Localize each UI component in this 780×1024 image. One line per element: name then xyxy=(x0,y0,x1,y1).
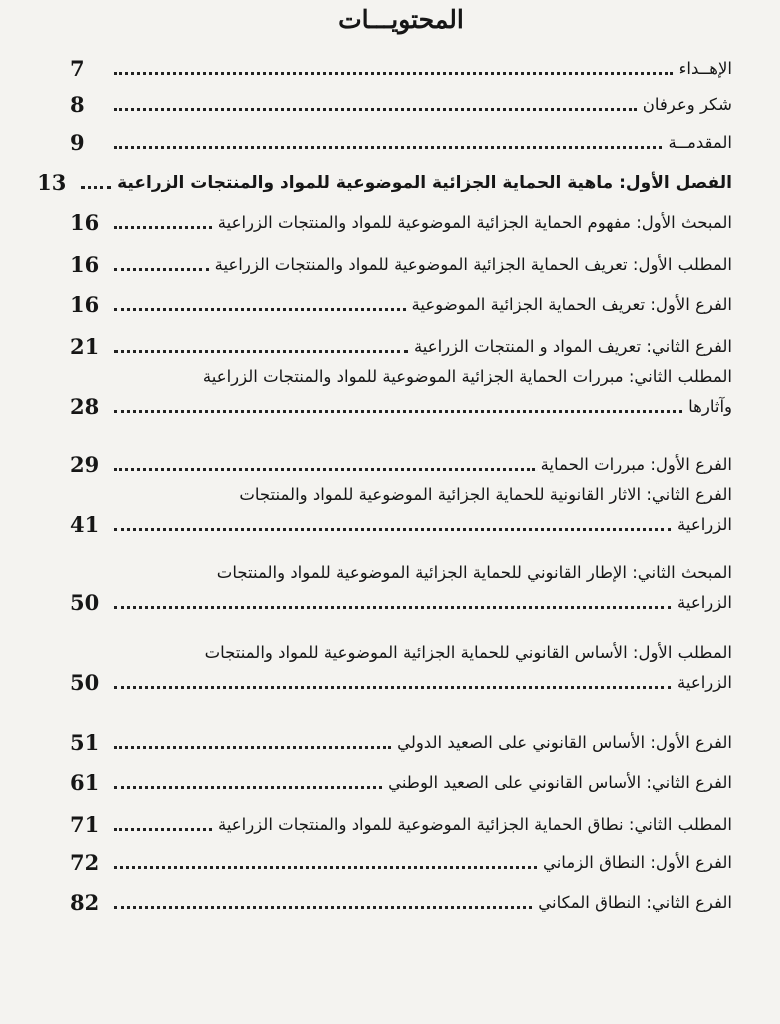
dot-leader xyxy=(114,746,391,749)
toc-entry-text-line2: الزراعية xyxy=(677,673,732,692)
toc-page-number: 8 xyxy=(70,92,85,117)
toc-page-number: 16 xyxy=(70,210,100,235)
toc-entry-text: الفرع الأول: مبررات الحماية xyxy=(540,455,732,474)
dot-leader xyxy=(114,906,532,909)
toc-entry-text: الفرع الثاني: النطاق المكاني xyxy=(538,893,732,912)
toc-page-number: 61 xyxy=(70,770,100,795)
dot-leader xyxy=(114,308,406,311)
toc-entry-branch-1-2-1[interactable] xyxy=(70,440,732,480)
toc-page-number: 50 xyxy=(70,670,100,695)
toc-page-number: 16 xyxy=(70,252,100,277)
dot-leader xyxy=(114,268,209,271)
toc-entry-text: الفرع الثاني: الأساس القانوني على الصعيد الوطني xyxy=(388,773,732,792)
dot-leader xyxy=(114,866,537,869)
toc-entry-text: الفرع الثاني: تعريف المواد و المنتجات الزراعية xyxy=(413,337,732,356)
toc-entry-branch-1-1-1[interactable] xyxy=(70,280,732,320)
toc-entry-section-1[interactable] xyxy=(70,198,732,238)
dot-leader xyxy=(114,606,671,609)
dot-leader xyxy=(114,350,408,353)
dot-leader xyxy=(114,528,671,531)
dot-leader xyxy=(114,146,662,149)
toc-entry-text-line1: المطلب الثاني: مبررات الحماية الجزائية الموضوعية للمواد والمنتجات الزراعية xyxy=(202,367,732,386)
toc-entry-chapter-1[interactable] xyxy=(37,158,732,198)
toc-entry-text: الفرع الأول: تعريف الحماية الجزائية الموضوعية xyxy=(411,295,732,314)
toc-entry-introduction[interactable] xyxy=(70,120,732,158)
toc-entry-text: المطلب الثاني: نطاق الحماية الجزائية الموضوعية للمواد والمنتجات الزراعية xyxy=(217,815,732,834)
toc-entry-text-line2: الزراعية xyxy=(677,515,732,534)
toc-entry-text: شكر وعرفان xyxy=(642,95,732,114)
toc-entry-branch-2-1-2[interactable] xyxy=(70,758,732,798)
toc-entry-text-line1: المبحث الثاني: الإطار القانوني للحماية الجزائية الموضوعية للمواد والمنتجات xyxy=(216,563,732,582)
toc-page-number: 51 xyxy=(70,730,100,755)
toc-page-number: 13 xyxy=(37,170,67,195)
toc-page-number: 41 xyxy=(70,512,100,537)
toc-entry-subsection-1-1[interactable] xyxy=(70,238,732,280)
toc-entry-section-2[interactable] xyxy=(70,558,732,638)
toc-entry-text-line1: الفرع الثاني: الاثار القانونية للحماية الجزائية الموضوعية للمواد والمنتجات xyxy=(239,485,732,504)
table-of-contents xyxy=(37,48,732,918)
toc-entry-acknowledgment[interactable] xyxy=(70,84,732,120)
toc-page-number: 72 xyxy=(70,850,100,875)
dot-leader xyxy=(114,828,212,831)
toc-entry-text-line2: الزراعية xyxy=(677,593,732,612)
toc-entry-subsection-2-1[interactable] xyxy=(70,638,732,718)
toc-page-number: 28 xyxy=(70,394,100,419)
dot-leader xyxy=(114,686,671,689)
dot-leader xyxy=(114,226,212,229)
toc-page-number: 50 xyxy=(70,590,100,615)
dot-leader xyxy=(81,186,111,189)
page-title: المحتويـــات xyxy=(338,5,464,34)
dot-leader xyxy=(114,468,535,471)
toc-entry-subsection-1-2[interactable] xyxy=(70,362,732,440)
toc-page-number: 9 xyxy=(70,130,85,155)
toc-entry-subsection-2-2[interactable] xyxy=(70,798,732,840)
toc-entry-text: الإهــداء xyxy=(678,59,732,78)
toc-page-number: 71 xyxy=(70,812,100,837)
toc-entry-text-line2: وآثارها xyxy=(688,397,732,416)
toc-entry-text-line1: المطلب الأول: الأساس القانوني للحماية الجزائية الموضوعية للمواد والمنتجات xyxy=(204,643,732,662)
toc-page-number: 21 xyxy=(70,334,100,359)
toc-entry-branch-2-1-1[interactable] xyxy=(70,718,732,758)
toc-page-number: 82 xyxy=(70,890,100,915)
dot-leader xyxy=(114,410,682,413)
dot-leader xyxy=(114,72,673,75)
toc-entry-dedication[interactable] xyxy=(70,48,732,84)
toc-page-number: 29 xyxy=(70,452,100,477)
toc-entry-branch-1-1-2[interactable] xyxy=(70,320,732,362)
dot-leader xyxy=(114,786,382,789)
toc-entry-text: الفصل الأول: ماهية الحماية الجزائية الموضوعية للمواد والمنتجات الزراعية xyxy=(117,173,732,193)
toc-entry-text: المبحث الأول: مفهوم الحماية الجزائية الموضوعية للمواد والمنتجات الزراعية xyxy=(217,213,732,232)
toc-entry-text: المقدمــة xyxy=(668,133,732,152)
toc-entry-text: الفرع الأول: الأساس القانوني على الصعيد الدولي xyxy=(397,733,732,752)
toc-entry-branch-1-2-2[interactable] xyxy=(70,480,732,558)
toc-entry-text: المطلب الأول: تعريف الحماية الجزائية الموضوعية للمواد والمنتجات الزراعية xyxy=(214,255,732,274)
toc-entry-branch-2-2-2[interactable] xyxy=(70,878,732,918)
toc-entry-branch-2-2-1[interactable] xyxy=(70,840,732,878)
dot-leader xyxy=(114,108,637,111)
toc-entry-text: الفرع الأول: النطاق الزماني xyxy=(542,853,732,872)
toc-page-number: 16 xyxy=(70,292,100,317)
toc-page-number: 7 xyxy=(70,56,85,81)
